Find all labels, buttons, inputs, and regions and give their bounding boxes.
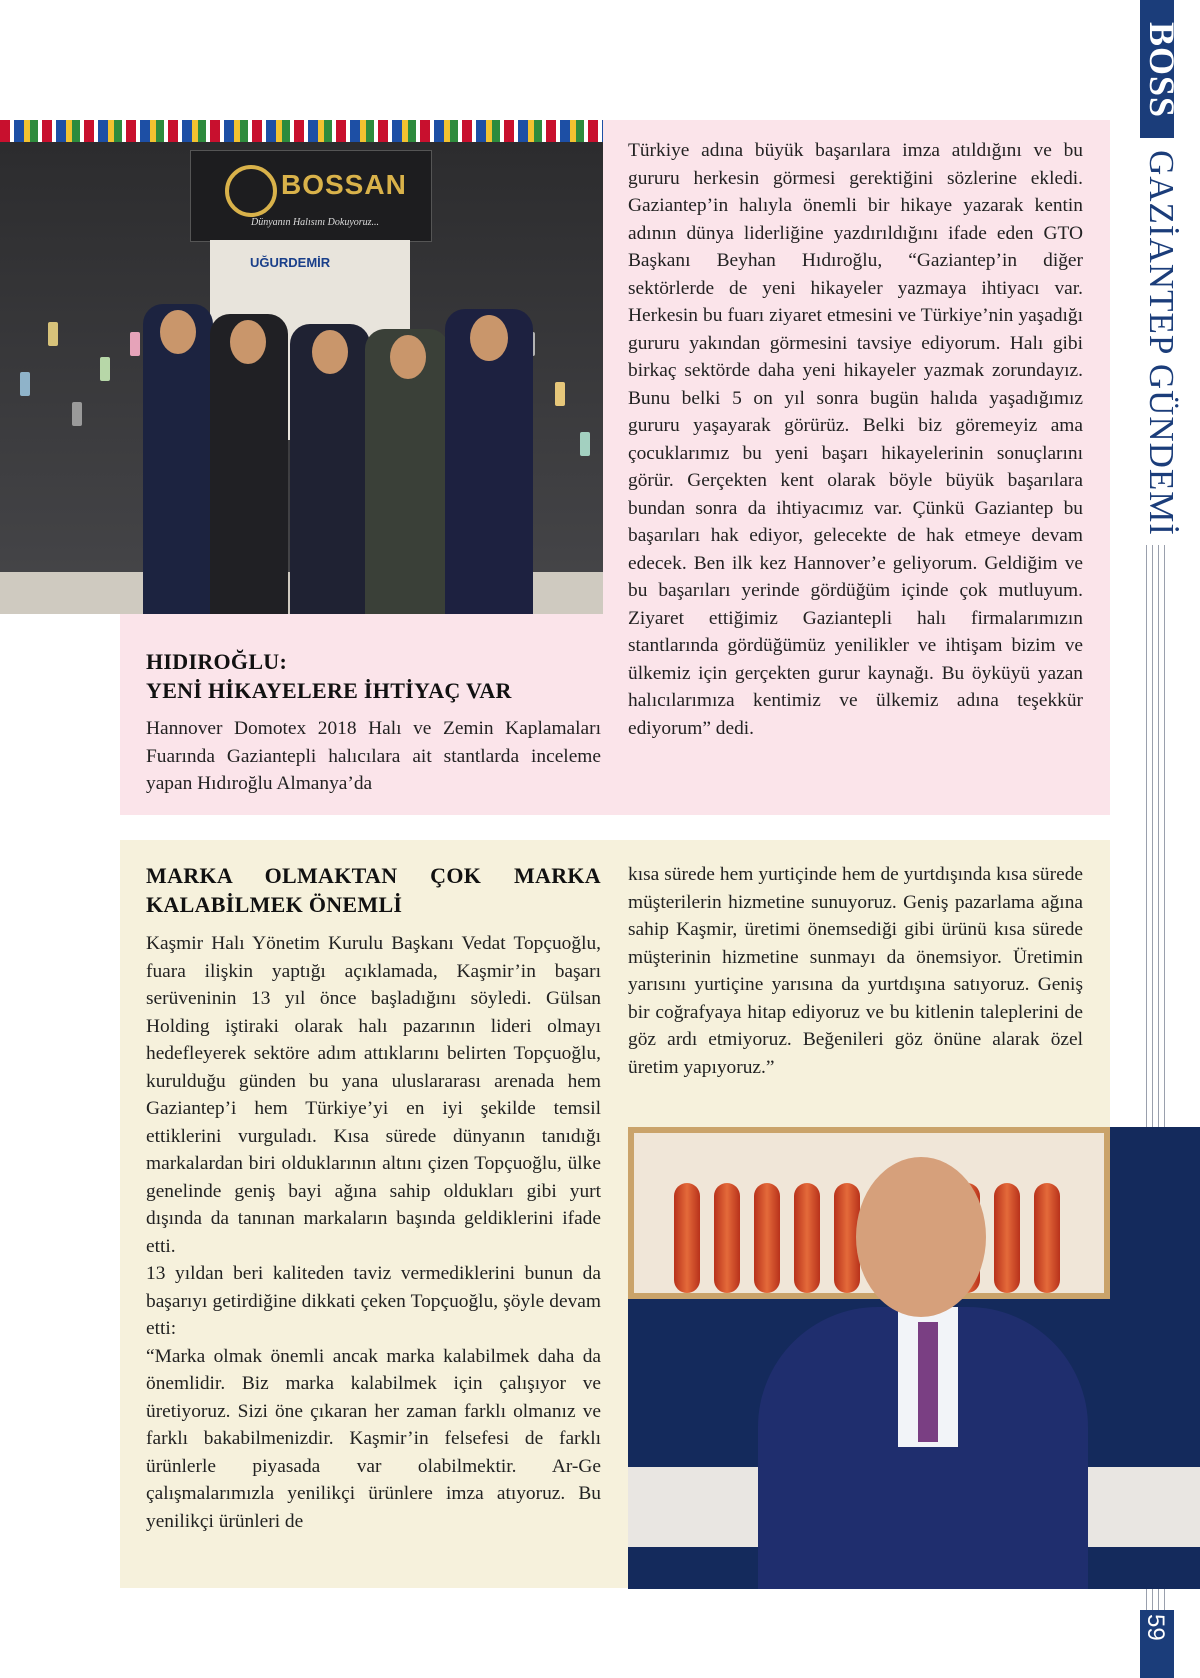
headline-line: HIDIROĞLU: — [146, 649, 288, 674]
portrait-photo — [628, 1127, 1200, 1589]
booth-sign — [190, 150, 432, 242]
person-tie — [918, 1322, 938, 1442]
article2-continuation: kısa sürede hem yurtiçinde hem de yurtdışında kısa sürede müşterilerin hizmetine sunuyoruz. Geniş pazarlama ağına sahip Kaşmir, üretimi önemsediği gibi ürünü kısa sürede müşterinin hizmetine sunmayı da önemsiyor. Üretimin yarısını yurtiçine yarısına da yurtdışına satıyoruz. Geniş bir coğrafyaya hitap ediyoruz ve bu kitlenin taleplerini de göz ardı etmiyoruz. Beğenileri göz önüne alarak özel üretim yapıyoruz.” — [628, 864, 1083, 1078]
magazine-brand: BOSS — [1142, 22, 1182, 119]
paragraph: Kaşmir Halı Yönetim Kurulu Başkanı Vedat Topçuoğlu, fuara ilişkin yaptığı açıklamada, Kaşmir’in başarı serüveninin 13 yıl önce başladığını söyledi. Gülsan Holding iştiraki olarak halı pazarının lideri olmayı hedefleyerek sektöre adım attıklarını belirten Topçuoğlu, kurulduğu günden bu yana uluslararası arenada hem Gaziantep’i hem Türkiye’yi en iyi şekilde temsil ettiklerini vurguladı. Kısa sürede dünyanın tanıdığı markalardan biri olduklarının altını çizen Topçuoğlu, ülke genelinde geniş bayi ağına sahip oldukları gibi yurt dışında da tanınan markaların başında geldiklerini ifade etti. — [146, 933, 601, 1257]
booth-sub-sign: UĞURDEMİR — [250, 255, 331, 270]
article2-body — [146, 930, 601, 1535]
booth-logo-text: BOSSAN — [281, 169, 407, 200]
person-head — [230, 320, 266, 364]
article1-headline — [146, 647, 606, 705]
booth-group-photo — [0, 120, 603, 614]
paragraph: 13 yıldan beri kaliteden taviz vermediklerini bunun da başarıyı getirdiğine dikkati çeken Topçuoğlu, şöyle devam etti: — [146, 1263, 601, 1339]
page-number: 59 — [1142, 1614, 1169, 1641]
person-head — [312, 330, 348, 374]
headline-line: YENİ HİKAYELERE İHTİYAÇ VAR — [146, 678, 512, 703]
flag-strip — [0, 120, 603, 142]
booth-slogan: Dünyanın Halısını Dokuyoruz... — [251, 217, 380, 228]
booth-logo-icon — [225, 165, 277, 217]
section-title: GAZİANTEP GÜNDEMİ — [1142, 150, 1181, 537]
person-head — [390, 335, 426, 379]
article2-headline — [146, 861, 601, 919]
paragraph: “Marka olmak önemli ancak marka kalabilmek daha da önemlidir. Biz marka kalabilmek için çalışıyor ve üretiyoruz. Sizi öne çıkaran her zaman farklı olmanız ve farklı bakabilmenizdir. Kaşmir’in felsefesi de farklı ürünlerle piyasada var olabilmektir. Ar-Ge çalışmalarımızla yenilikçi ürünlere imza atıyoruz. Bu yenilikçi ürünleri de — [146, 1345, 601, 1532]
article1-continuation: Türkiye adına büyük başarılara imza atıldığını ve bu gururu herkesin görmesi gerektiğini sözlerine ekledi. Gaziantep’in halıyla önemli bir hikaye yazarak kentin adının dünya liderliğine yazdırıldığını ifade eden GTO Başkanı Beyhan Hıdıroğlu, “Gaziantep’in diğer sektörlerde de yeni hikayeler yazmaya ihtiyacı var. Herkesin bu fuarı ziyaret etmesini ve Türkiye’nin yaşadığı gururu yakından görmesini tavsiye ediyorum. Halı gibi birkaç sektörde daha yeni hikayeler yazmak zorundayız. Bunu belki 5 on yıl sonra bugün halıda yaşadığımız gururu yaşayarak görürüz. Belki biz göremeyiz ama çocuklarımız bu yeni başarı hikayelerinin sonuçlarını görür. Gerçekten kent olarak böyle büyük başarılara bundan sonra da ihtiyacımız var. Çünkü Gaziantep bu başarıları hak ediyor, gelecekte de hak etmeye devam edecek. Ben ilk kez Hannover’e geliyorum. Geldiğim ve bu başarıları yerinde gördüğüm içinde çok mutluyum. Ziyaret ettiğimiz Gaziantepli halı firmalarımızın stantlarında gördüğümüz yenilikler ve ihtişam bizim ve ülkemiz için gerçekten gurur kaynağı. Bu öyküyü yazan halıcılarımıza kentimiz ve ülkemiz adına teşekkür ediyorum” dedi. — [628, 140, 1083, 739]
person-head — [160, 310, 196, 354]
person-head — [856, 1157, 986, 1317]
headline-line: KALABİLMEK ÖNEMLİ — [146, 892, 403, 917]
article1-intro: Hannover Domotex 2018 Halı ve Zemin Kaplamaları Fuarında Gaziantepli halıcılara ait stantlarda inceleme yapan Hıdıroğlu Almanya’da — [146, 718, 601, 794]
headline-line: MARKA OLMAKTAN ÇOK MARKA — [146, 863, 601, 888]
person-head — [470, 315, 508, 361]
